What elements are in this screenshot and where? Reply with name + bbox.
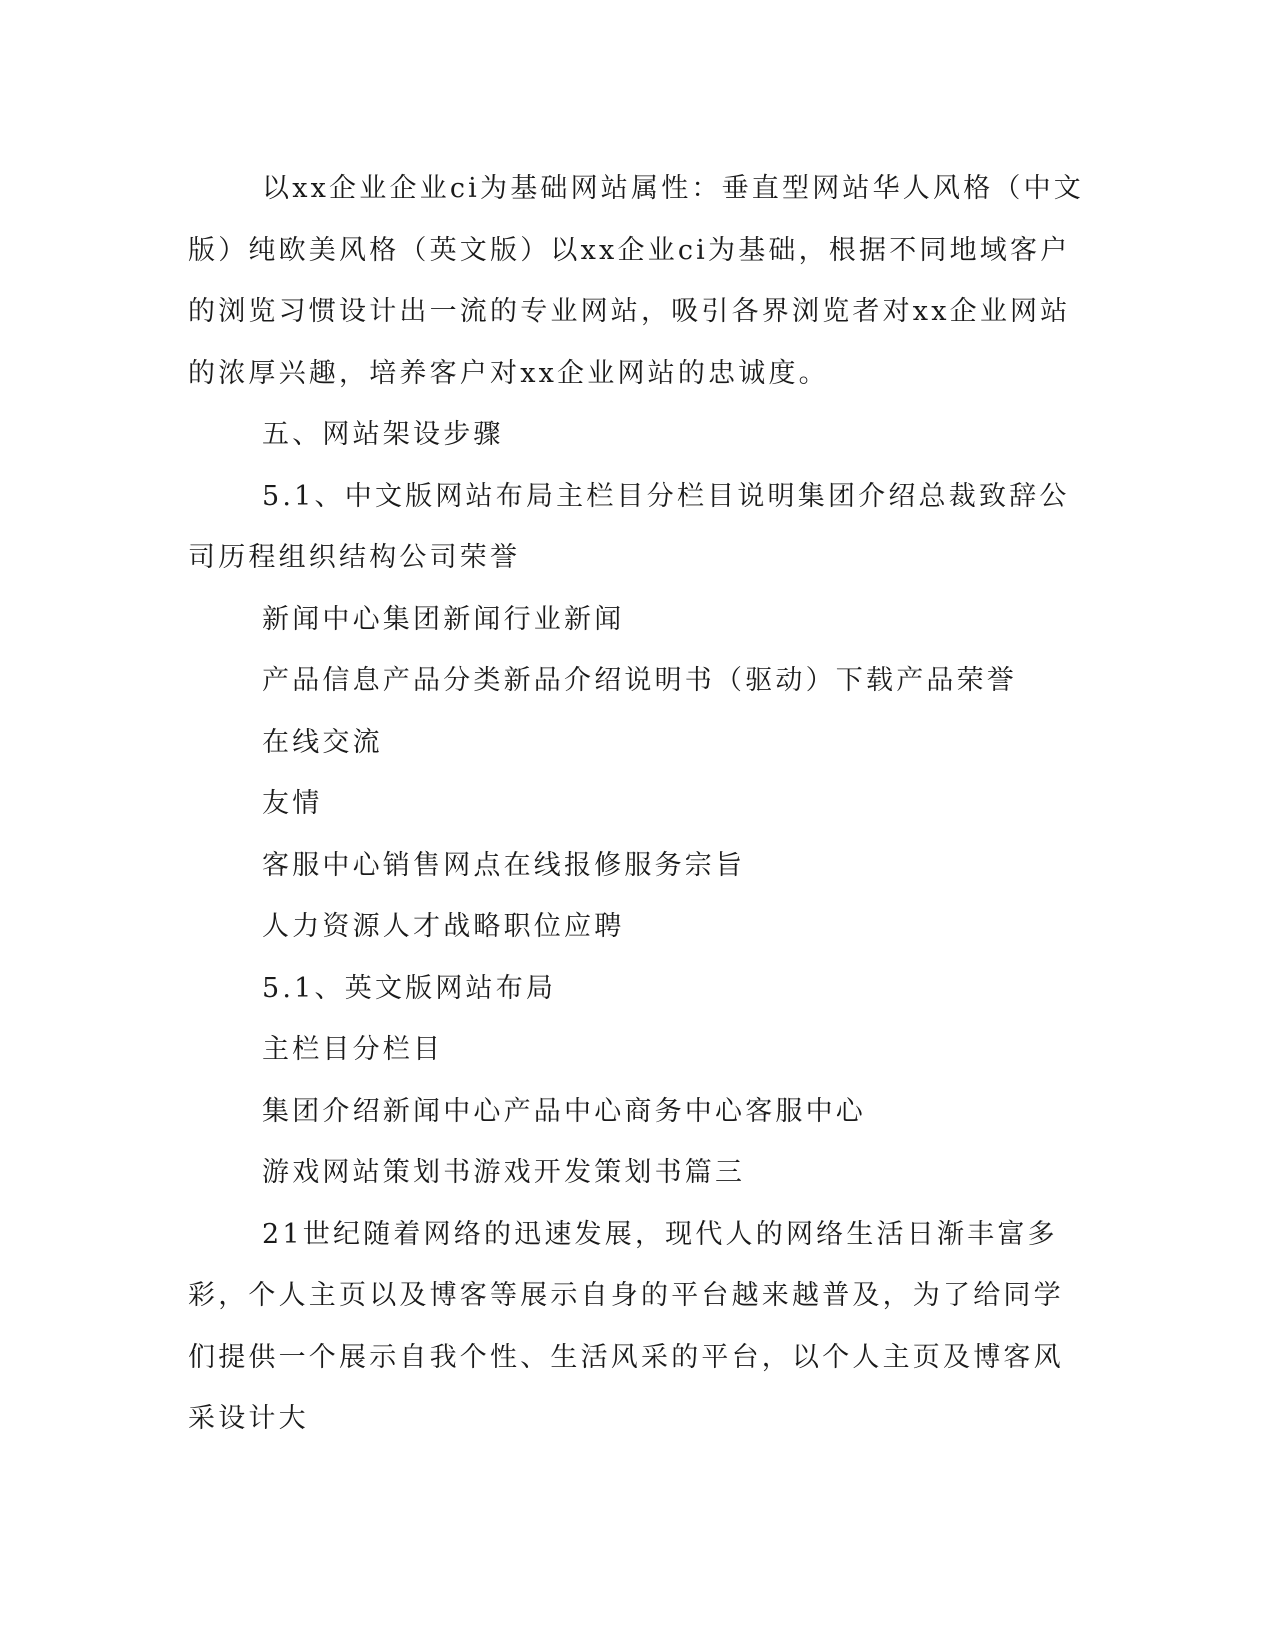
paragraph-friendship: 友情: [262, 788, 323, 819]
paragraph-human-resources: 人力资源人才战略职位应聘: [262, 911, 625, 942]
paragraph-product-info: 产品信息产品分类新品介绍说明书（驱动）下载产品荣誉: [262, 665, 1017, 696]
paragraph-customer-service: 客服中心销售网点在线报修服务宗旨: [262, 849, 746, 881]
paragraph-news-center: 新闻中心集团新闻行业新闻: [262, 603, 625, 635]
paragraph-part-three-title: 游戏网站策划书游戏开发策划书篇三: [262, 1157, 746, 1188]
paragraph-main-columns: 主栏目分栏目: [262, 1034, 444, 1065]
section-heading-steps: 五、网站架设步骤: [262, 419, 504, 450]
paragraph-cn-layout: 5.1、中文版网站布局主栏目分栏目说明集团介绍总裁致辞公司历程组织结构公司荣誉: [188, 480, 1070, 573]
paragraph-online-chat: 在线交流: [262, 726, 383, 758]
paragraph-21st-century: 21世纪随着网络的迅速发展，现代人的网络生活日渐丰富多彩，个人主页以及博客等展示自身的平台越来越普及，为了给同学们提供一个展示自我个性、生活风采的平台，以个人主页及博客风采设计大: [188, 1218, 1064, 1434]
document-body: [188, 158, 1088, 1450]
paragraph-en-layout: 5.1、英文版网站布局: [262, 972, 557, 1004]
paragraph-intro-ci: 以xx企业企业ci为基础网站属性：垂直型网站华人风格（中文版）纯欧美风格（英文版）以xx企业ci为基础，根据不同地域客户的浏览习惯设计出一流的专业网站，吸引各界浏览者对xx企业网站的浓厚兴趣，培养客户对xx企业网站的忠诚度。: [188, 173, 1085, 389]
paragraph-en-sections: 集团介绍新闻中心产品中心商务中心客服中心: [262, 1095, 866, 1127]
